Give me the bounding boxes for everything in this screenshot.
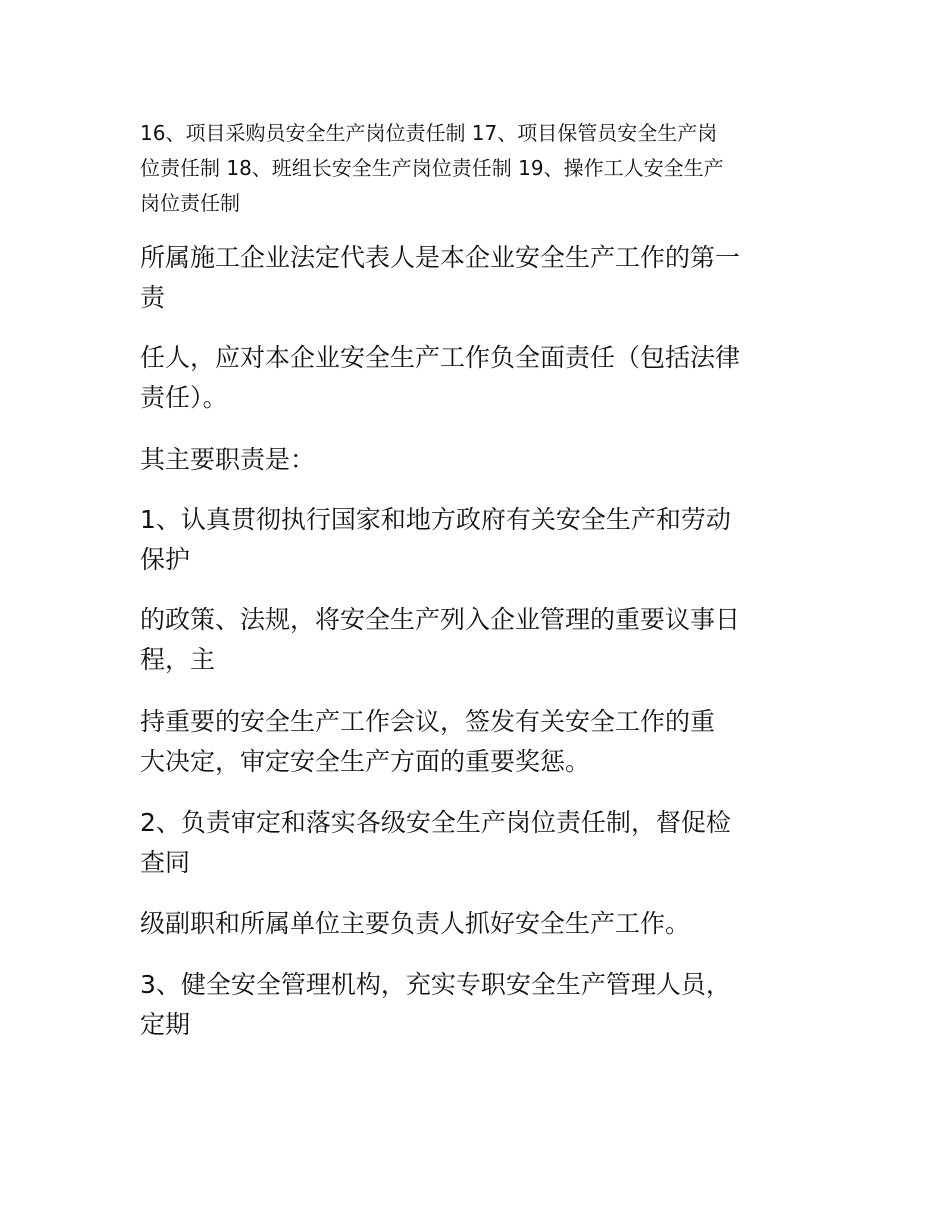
text-line: 定期 [140,1010,191,1039]
paragraph-duty-1-policies [140,600,820,680]
text-line: 岗位责任制 [140,191,240,215]
text-line: 级副职和所属单位主要负责人抓好安全生产工作。 [140,909,691,938]
text-line: 保护 [140,545,191,574]
text-line: 位责任制 18、班组长安全生产岗位责任制 19、操作工人安全生产 [140,156,724,180]
paragraph-duty-1-meetings [140,702,820,782]
text-line: 程，主 [140,645,216,674]
text-line: 16、项目采购员安全生产岗位责任制 17、项目保管员安全生产岗 [140,121,718,145]
paragraph-legal-representative [140,238,820,318]
text-line: 其主要职责是： [140,445,316,474]
paragraph-main-duties-heading [140,440,820,480]
paragraph-duty-1 [140,500,820,580]
text-line: 责 [140,283,166,312]
text-line: 的政策、法规，将安全生产列入企业管理的重要议事日 [140,605,741,634]
text-line: 2、负责审定和落实各级安全生产岗位责任制，督促检 [140,808,731,837]
text-line: 查同 [140,848,191,877]
paragraph-duty-3 [140,965,820,1045]
text-line: 3、健全安全管理机构，充实专职安全生产管理人员， [140,970,731,999]
text-line: 持重要的安全生产工作会议，签发有关安全工作的重 [140,707,716,736]
text-line: 所属施工企业法定代表人是本企业安全生产工作的第一 [140,243,741,272]
paragraph-duty-2-deputies [140,904,820,944]
text-line: 1、认真贯彻执行国家和地方政府有关安全生产和劳动 [140,505,731,534]
text-line: 大决定，审定安全生产方面的重要奖惩。 [140,747,591,776]
paragraph-duty-2 [140,803,820,883]
paragraph-responsibility-list [140,116,820,221]
paragraph-overall-responsibility [140,338,820,418]
text-line: 责任）。 [140,383,228,412]
text-line: 任人，应对本企业安全生产工作负全面责任（包括法律 [140,343,741,372]
